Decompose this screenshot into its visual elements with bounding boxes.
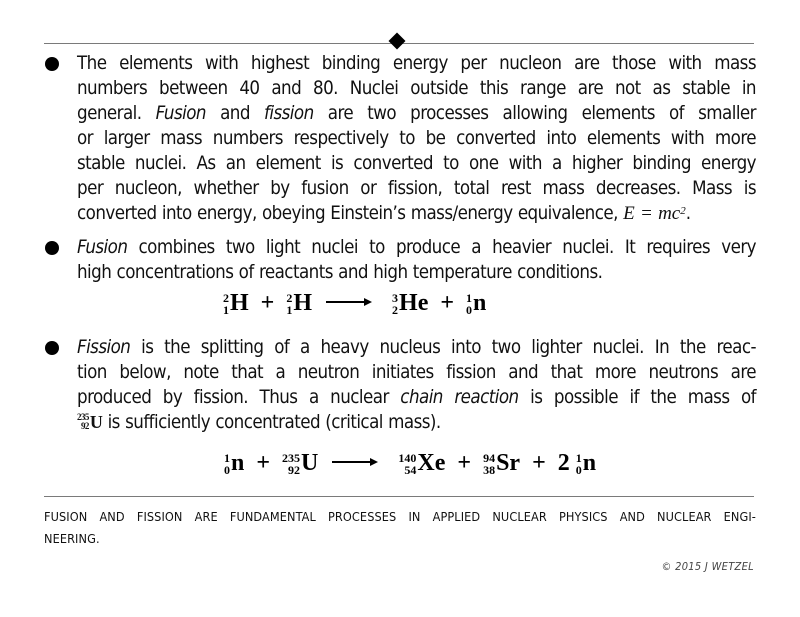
text-line: or larger mass numbers respectively to be converted into elements with more bbox=[77, 128, 756, 149]
mass-number: 235 bbox=[77, 412, 89, 422]
text-line: high concentrations of reactants and high temperature conditions. bbox=[77, 262, 603, 283]
emphasis: Fusion bbox=[155, 103, 206, 124]
caption-line-1: FUSION AND FISSION ARE FUNDAMENTAL PROCESSES IN APPLIED NUCLEAR PHYSICS AND NUCLEAR ENGI- bbox=[44, 509, 756, 524]
bullet-fission bbox=[44, 335, 756, 435]
plus-operator: + bbox=[532, 450, 546, 476]
paragraph-fission bbox=[77, 335, 756, 435]
nuclide-xe bbox=[398, 450, 445, 477]
nuclide-scripts bbox=[286, 292, 292, 316]
mass-number: 1 bbox=[575, 451, 582, 465]
reaction-arrow-icon bbox=[326, 301, 370, 303]
nuclide-n bbox=[558, 450, 596, 477]
mass-number: 3 bbox=[392, 291, 399, 305]
diamond-ornament-icon bbox=[389, 33, 406, 50]
text-line: Fusion combines two light nuclei to produce a heavier nuclei. It requires very bbox=[77, 237, 756, 258]
bottom-rule bbox=[44, 496, 754, 497]
mass-number: 235 bbox=[282, 451, 301, 465]
paragraph-binding-energy bbox=[77, 51, 756, 226]
atomic-number: 54 bbox=[404, 463, 417, 477]
atomic-number: 0 bbox=[224, 463, 230, 477]
atomic-number: 92 bbox=[288, 463, 301, 477]
emphasis: Fission bbox=[77, 337, 131, 358]
atomic-number: 1 bbox=[223, 303, 229, 317]
text-line: tion below, note that a neutron initiates fission and that more neutrons are bbox=[77, 362, 756, 383]
nuclide-scripts bbox=[392, 292, 398, 316]
mass-number: 94 bbox=[483, 451, 496, 465]
atomic-number: 1 bbox=[286, 303, 293, 317]
atomic-number: 0 bbox=[466, 303, 473, 317]
mass-number: 1 bbox=[224, 451, 230, 465]
paragraph-fusion bbox=[77, 235, 756, 285]
nuclide-scripts bbox=[466, 292, 472, 316]
atomic-number: 38 bbox=[483, 463, 496, 477]
nuclide-n bbox=[466, 290, 486, 317]
text-line: converted into energy, obeying Einstein’s mass/energy equivalence, $E = mc^2$. bbox=[77, 203, 691, 224]
coefficient: 2 bbox=[557, 450, 576, 476]
element-symbol: U bbox=[301, 450, 319, 476]
nuclide-scripts bbox=[77, 413, 89, 431]
caption bbox=[44, 506, 756, 550]
caption-line-2: NEERING. bbox=[44, 531, 100, 546]
element-symbol: n bbox=[231, 450, 245, 476]
text-line: numbers between 40 and 80. Nuclei outside this range are not as stable in bbox=[77, 78, 756, 99]
atomic-number: 2 bbox=[392, 303, 399, 317]
element-symbol: He bbox=[399, 290, 429, 316]
plus-operator: + bbox=[260, 290, 275, 316]
emphasis: Fusion bbox=[77, 237, 128, 258]
formula-e-mc2: $E = mc^2$ bbox=[623, 203, 686, 224]
mass-number: 2 bbox=[286, 291, 293, 305]
text-line: 235 92 U is sufficiently concentrated (critical mass). bbox=[77, 412, 441, 433]
bullet-fusion bbox=[44, 235, 756, 285]
nuclide-he bbox=[392, 290, 428, 317]
nuclide-u bbox=[77, 412, 102, 432]
bullet-binding-energy bbox=[44, 51, 756, 226]
nuclide-sr bbox=[483, 450, 520, 477]
text-line: The elements with highest binding energy per nucleon are those with mass bbox=[77, 53, 756, 74]
plus-operator: + bbox=[457, 450, 472, 476]
plus-operator: + bbox=[256, 450, 271, 476]
text-line: per nucleon, whether by fusion or fission, total rest mass decreases. Mass is bbox=[77, 178, 756, 199]
nuclide-scripts bbox=[282, 452, 300, 476]
emphasis: fission bbox=[264, 103, 314, 124]
text-line: stable nuclei. As an element is converted to one with a higher binding energy bbox=[77, 153, 756, 174]
element-symbol: H bbox=[293, 290, 313, 316]
bullet-icon bbox=[45, 241, 59, 255]
exponent: 2 bbox=[680, 205, 686, 217]
plus-operator: + bbox=[440, 290, 455, 316]
fusion-equation bbox=[223, 290, 486, 317]
mass-number: 1 bbox=[466, 291, 473, 305]
nuclide-scripts bbox=[398, 452, 416, 476]
nuclide-h bbox=[286, 290, 312, 317]
bullet-icon bbox=[45, 341, 59, 355]
copyright: © 2015 J WETZEL bbox=[661, 560, 754, 573]
reaction-arrow-icon bbox=[332, 461, 376, 463]
element-symbol: Xe bbox=[417, 450, 446, 476]
text-line: general. Fusion and fission are two processes allowing elements of smaller bbox=[77, 103, 756, 124]
atomic-number: 92 bbox=[80, 421, 89, 431]
nuclide-u bbox=[282, 450, 318, 477]
nuclide-h bbox=[223, 290, 249, 317]
nuclide-scripts bbox=[576, 452, 582, 476]
mass-number: 2 bbox=[223, 291, 229, 305]
mass-number: 140 bbox=[398, 451, 417, 465]
bullet-icon bbox=[45, 57, 59, 71]
fission-equation bbox=[224, 450, 596, 477]
text-line: Fission is the splitting of a heavy nucleus into two lighter nuclei. In the reac- bbox=[77, 337, 756, 358]
nuclide-scripts bbox=[483, 452, 495, 476]
text-line: produced by fission. Thus a nuclear chain reaction is possible if the mass of bbox=[77, 387, 756, 408]
emphasis: chain reaction bbox=[400, 387, 519, 408]
element-symbol: H bbox=[230, 290, 249, 316]
nuclide-n bbox=[224, 450, 244, 477]
atomic-number: 0 bbox=[575, 463, 582, 477]
nuclide-scripts bbox=[224, 452, 230, 476]
element-symbol: Sr bbox=[496, 450, 521, 476]
element-symbol: n bbox=[473, 290, 487, 316]
nuclide-scripts bbox=[223, 292, 229, 316]
element-symbol: U bbox=[89, 412, 103, 432]
element-symbol: n bbox=[582, 450, 597, 476]
